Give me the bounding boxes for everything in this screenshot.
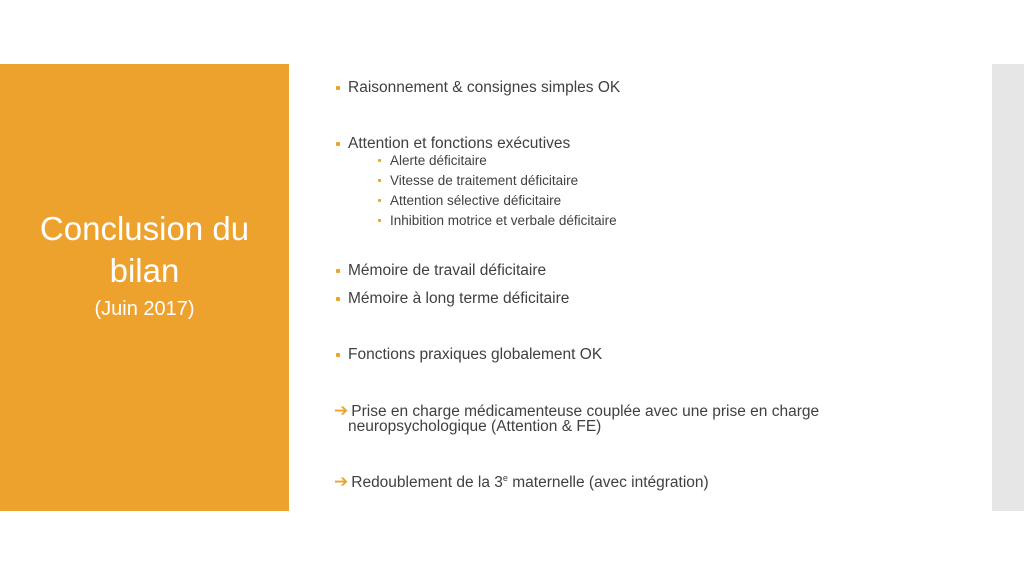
arrow-right-icon: ➔	[334, 472, 349, 491]
bullet-memoire-travail: Mémoire de travail déficitaire	[348, 262, 547, 279]
right-side-bar	[992, 64, 1024, 511]
prise-en-charge-line-1: Prise en charge médicamenteuse couplée avec une prise en charge	[351, 403, 820, 420]
conclusion-redoublement	[334, 472, 709, 492]
sub-bullet-icon	[378, 199, 381, 202]
sub-item-alerte: Alerte déficitaire	[390, 153, 487, 168]
title-line-2: bilan	[109, 252, 180, 289]
sub-item-vitesse: Vitesse de traitement déficitaire	[390, 173, 579, 188]
sub-bullet-icon	[378, 159, 381, 162]
bullet-icon	[336, 86, 340, 90]
redoublement-superscript: e	[502, 472, 508, 483]
prise-en-charge-line-2: neuropsychologique (Attention & FE)	[348, 418, 602, 435]
sub-item-attention-selective: Attention sélective déficitaire	[390, 193, 562, 208]
bullet-icon	[336, 269, 340, 273]
slide-title	[0, 208, 289, 324]
sub-bullet-icon	[378, 219, 381, 222]
bullet-icon	[336, 353, 340, 357]
title-subtitle: (Juin 2017)	[94, 298, 195, 320]
bullet-praxiques: Fonctions praxiques globalement OK	[348, 346, 603, 363]
sub-item-inhibition: Inhibition motrice et verbale déficitaire	[390, 213, 617, 228]
redoublement-text-before: Redoublement de la 3	[351, 474, 503, 491]
redoublement-text-after: maternelle (avec intégration)	[507, 474, 709, 491]
bullet-icon	[336, 297, 340, 301]
bullet-attention: Attention et fonctions exécutives	[348, 135, 571, 152]
sub-bullet-icon	[378, 179, 381, 182]
bullet-memoire-long-terme: Mémoire à long terme déficitaire	[348, 290, 570, 307]
bullet-raisonnement: Raisonnement & consignes simples OK	[348, 79, 621, 96]
bullet-icon	[336, 142, 340, 146]
title-line-1: Conclusion du	[39, 210, 250, 247]
arrow-right-icon: ➔	[334, 401, 349, 420]
